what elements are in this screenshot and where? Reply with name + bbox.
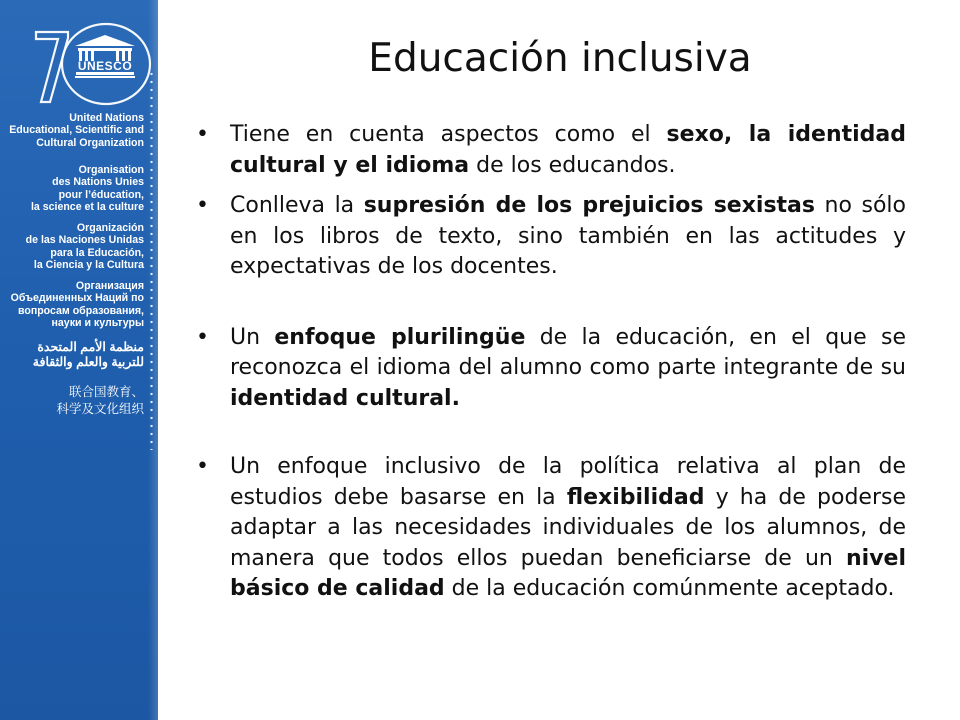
org-name-line: 联合国教育、 — [68, 385, 144, 399]
bullet-item — [188, 323, 906, 415]
org-name-line: United Nations — [69, 112, 144, 124]
org-name-russian — [4, 280, 144, 330]
org-name-line: منظمة الأمم المتحدة — [37, 340, 144, 354]
bullet-item — [188, 452, 906, 605]
slide-title: Educación inclusiva — [368, 36, 752, 81]
bullet-item — [188, 120, 906, 181]
org-name-french — [4, 164, 144, 214]
org-name-line: Организация — [75, 280, 144, 292]
org-name-line: вопросам образования, — [17, 304, 144, 317]
org-name-line: pour l’éducation, — [58, 188, 144, 201]
bullet-text: Conlleva la supresión de los prejuicios sexistas no sólo en los libros de texto, sino también en las actitudes y expectativas de los docentes. — [230, 193, 906, 279]
org-name-line: la science et la culture — [30, 201, 144, 214]
org-name-english — [4, 112, 144, 149]
bullet-text: Tiene en cuenta aspectos como el sexo, la identidad cultural y el idioma de los educandos. — [230, 122, 907, 178]
bullet-item — [188, 191, 906, 283]
org-name-line: de las Naciones Unidas — [25, 234, 144, 247]
org-name-line: Объединенных Наций по — [10, 292, 144, 305]
bullet-dot-icon: • — [196, 122, 209, 147]
bullet-dot-icon: • — [196, 324, 209, 350]
org-name-line: des Nations Unies — [52, 176, 144, 189]
org-name-line: 科学及文化组织 — [56, 402, 144, 416]
org-name-arabic — [4, 340, 144, 370]
org-name-chinese — [4, 384, 144, 418]
org-name-line: Organización — [76, 222, 144, 234]
org-name-line: Cultural Organization — [36, 136, 144, 149]
org-name-line: para la Educación, — [50, 246, 144, 259]
unesco-sidebar — [0, 0, 158, 720]
org-name-line: للتربية والعلم والثقافة — [32, 355, 144, 369]
bullet-dot-icon: • — [196, 454, 209, 479]
bullet-list — [188, 120, 906, 605]
org-name-line: la Ciencia y la Cultura — [33, 259, 144, 272]
bullet-text: Un enfoque plurilingüe de la educación, en el que se reconozca el idioma del alumno como parte integrante de su identidad cultural. — [230, 324, 906, 411]
bullet-text: Un enfoque inclusivo de la política relativa al plan de estudios debe basarse en la flexibilidad y ha de poderse adaptar a las necesidades individuales de los alumnos, de manera que todos ellos puedan beneficiarse de un nivel básico de calidad de la educación comúnmente aceptado. — [230, 454, 906, 601]
sidebar-dot-divider — [150, 70, 153, 450]
org-name-line: науки и культуры — [51, 317, 144, 330]
bullet-dot-icon: • — [196, 193, 209, 218]
org-name-line: Educational, Scientific and — [9, 124, 144, 137]
unesco-70-logo — [28, 14, 158, 106]
org-name-spanish — [4, 222, 144, 272]
unesco-70-logo-graphic — [28, 14, 158, 106]
unesco-wordmark: UNESCO — [77, 59, 133, 73]
org-name-line: Organisation — [78, 164, 144, 176]
